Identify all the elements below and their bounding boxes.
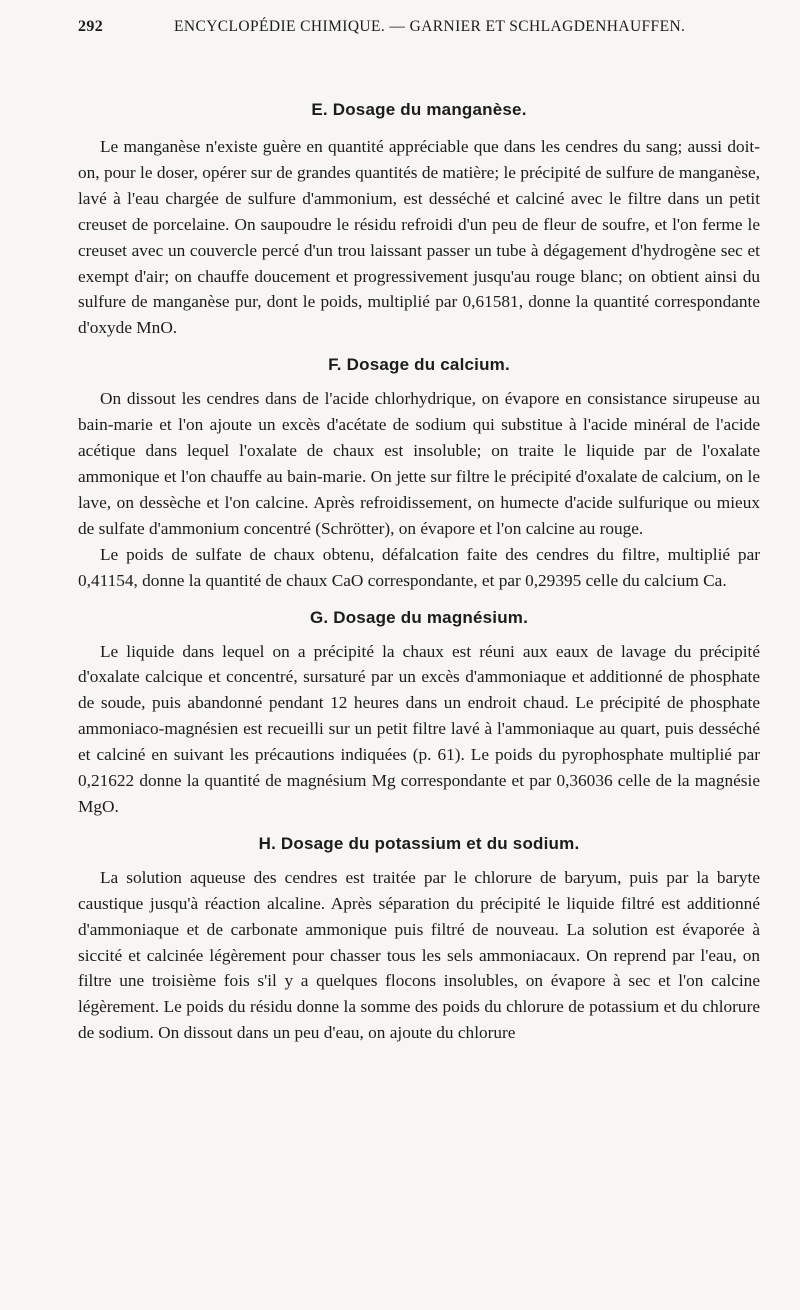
section-manganese [78, 98, 760, 341]
running-title: ENCYCLOPÉDIE CHIMIQUE. — GARNIER ET SCHLAGDENHAUFFEN. [174, 18, 686, 35]
section-magnesium [78, 606, 760, 820]
section-calcium [78, 353, 760, 593]
page-number: 292 [78, 18, 104, 35]
section-heading: F. Dosage du calcium. [328, 355, 510, 375]
paragraph: Le liquide dans lequel on a précipité la chaux est réuni aux eaux de lavage du précipité d'oxalate calcique et concentré, sursaturé par un excès d'ammoniaque et additionné de phosphate de soude, puis abandonné pendant 12 heures dans un endroit chaud. Le précipité de phosphate ammoniaco-magnésien est recueilli sur un petit filtre lavé à l'ammoniaque au quart, puis desséché et calciné en suivant les précautions indiquées (p. 61). Le poids du pyrophosphate multiplié par 0,21622 donne la quantité de magnésium Mg correspondante et par 0,36036 celle de la magnésie MgO. [78, 641, 760, 816]
section-heading: E. Dosage du manganèse. [311, 100, 527, 119]
paragraph: On dissout les cendres dans de l'acide chlorhydrique, on évapore en consistance sirupeuse au bain-marie et l'on ajoute un excès d'acétate de sodium qui substitue à l'acide minéral de l'acide acétique dans lequel l'oxalate de chaux est insoluble; on traite le liquide par de l'oxalate ammonique et l'on chauffe au bain-marie. On jette sur filtre le précipité d'oxalate de calcium, on le lave, on dessèche et l'on calcine. Après refroidissement, on humecte d'acide sulfurique ou mieux de sulfate d'ammonium concentré (Schrötter), on évapore et l'on calcine au rouge. [78, 389, 760, 538]
paragraph: La solution aqueuse des cendres est traitée par le chlorure de baryum, puis par la baryte caustique jusqu'à réaction alcaline. Après séparation du précipité le liquide filtré est additionné d'ammoniaque et de carbonate ammonique puis filtré de nouveau. La solution est évaporée à siccité et calcinée légèrement pour chasser tous les sels ammoniacaux. On reprend par l'eau, on filtre une troisième fois s'il y a quelques flocons insolubles, on évapore à sec et l'on calcine légèrement. Le poids du résidu donne la somme des poids du chlorure de potassium et du chlorure de sodium. On dissout dans un peu d'eau, on ajoute du chlorure [78, 867, 760, 1043]
running-head [78, 18, 760, 44]
section-heading: G. Dosage du magnésium. [309, 607, 529, 627]
paragraph: Le manganèse n'existe guère en quantité appréciable que dans les cendres du sang; aussi doit-on, pour le doser, opérer sur de grandes quantités de matière; le précipité de sulfure de manganèse, lavé à l'eau chargée de sulfure d'ammonium, est desséché et calciné avec le filtre dans un petit creuset de porcelaine. On saupoudre le résidu refroidi d'un peu de fleur de soufre, et l'on ferme le creuset avec un couvercle percé d'un trou laissant passer un tube à dégagement d'hydrogène sec et exempt d'air; on chauffe doucement et progressivement jusqu'au rouge blanc; on obtient ainsi du sulfure de manganèse pur, dont le poids, multiplié par 0,61581, donne la quantité correspondante d'oxyde MnO. [78, 137, 760, 338]
section-heading: H. Dosage du potassium et du sodium. [258, 833, 580, 853]
section-potassium-sodium [78, 832, 760, 1046]
paragraph: Le poids de sulfate de chaux obtenu, défalcation faite des cendres du filtre, multiplié par 0,41154, donne la quantité de chaux CaO correspondante, et par 0,29395 celle du calcium Ca. [78, 544, 760, 590]
